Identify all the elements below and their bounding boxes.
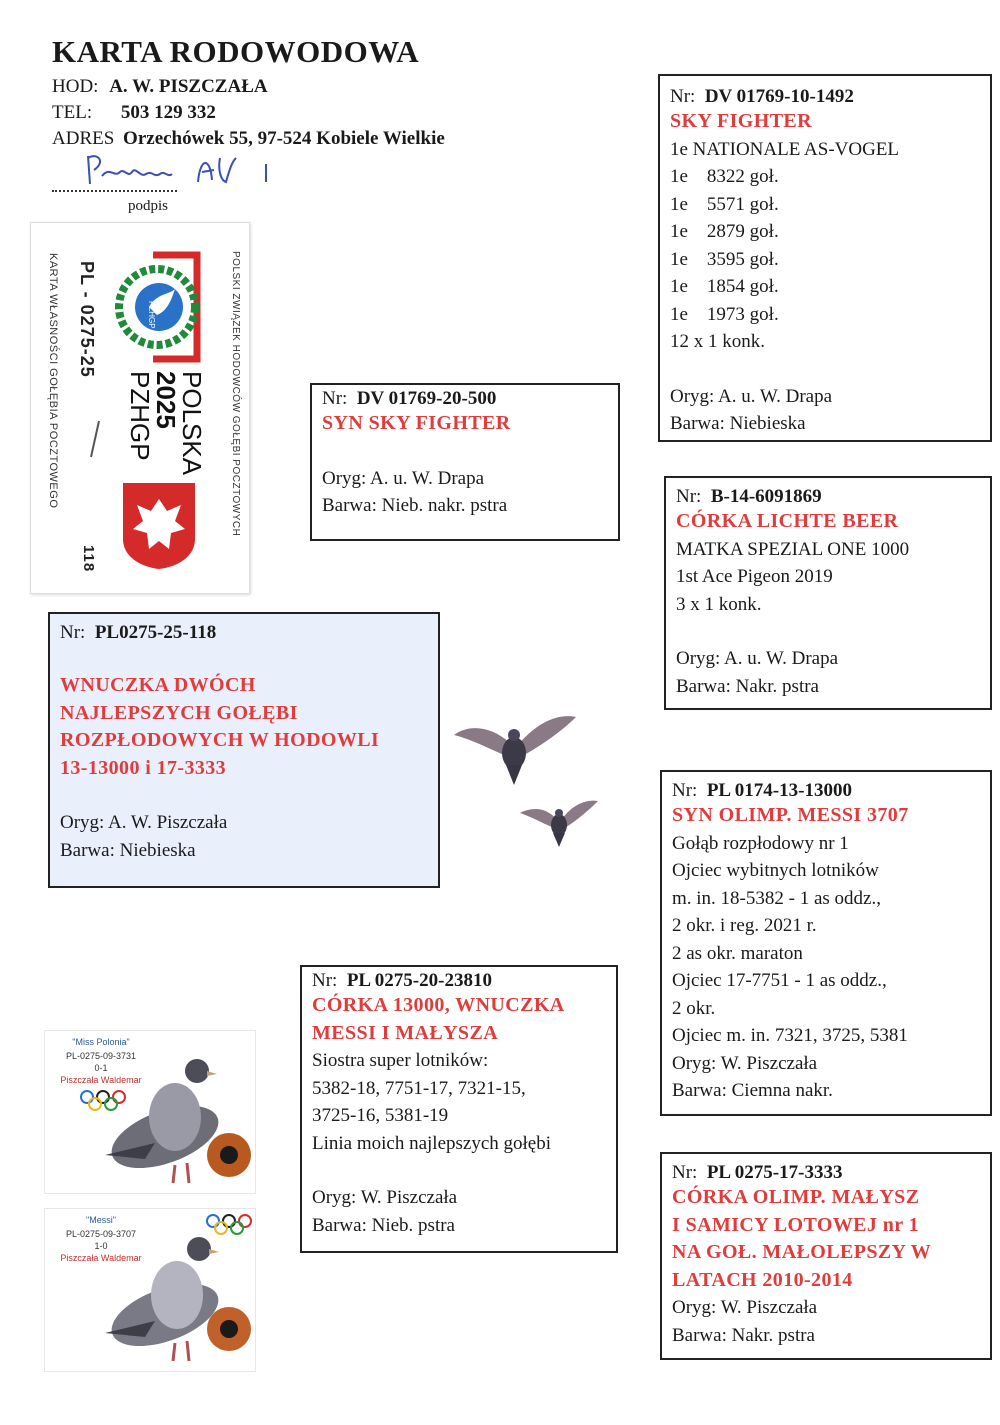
father-nr: DV 01769-20-500 (356, 388, 497, 409)
main-name-line-4: 13-13000 i 17-3333 (60, 756, 227, 779)
address-label: ADRES (52, 128, 115, 149)
gmp-name: CÓRKA LICHTE BEER (676, 510, 899, 532)
gmm-nr: PL 0275-17-3333 (706, 1162, 843, 1183)
gfp-barwa: Barwa: Niebieska (670, 413, 806, 434)
gmp-line-2: 1st Ace Pigeon 2019 (676, 566, 833, 587)
main-oryg: Oryg: A. W. Piszczała (60, 812, 228, 833)
pigeon-eye-2-icon (205, 1293, 253, 1365)
flyer2-ring: PL-0275-09-3707 (65, 1229, 137, 1239)
main-name-line-3: ROZPŁODOWYCH W HODOWLI (60, 729, 380, 751)
gm-maternal-box (660, 1152, 992, 1360)
svg-text:PZHGP: PZHGP (147, 301, 156, 329)
flyer1-ring: PL-0275-09-3731 (65, 1051, 137, 1061)
gfm-name: SYN OLIMP. MESSI 3707 (672, 804, 909, 826)
gmp-barwa: Barwa: Nakr. pstra (676, 675, 819, 697)
gfp-line-1: 1e NATIONALE AS-VOGEL (670, 138, 900, 160)
gfm-nr-label: Nr: (672, 780, 698, 801)
main-barwa: Barwa: Niebieska (60, 839, 196, 861)
gfm-line-6: Ojciec 17-7751 - 1 as oddz., (672, 970, 887, 991)
card-association: PZHGP (125, 371, 155, 461)
father-name: SYN SKY FIGHTER (322, 412, 511, 434)
mother-nr-line (312, 970, 606, 992)
flyer1-score: 0-1 (94, 1063, 108, 1073)
father-oryg: Oryg: A. u. W. Drapa (322, 467, 485, 489)
card-country: POLSKA (177, 371, 207, 476)
flyer2-score: 1-0 (94, 1241, 108, 1251)
gmm-nr-label: Nr: (672, 1162, 698, 1183)
pzhgp-logo-icon (113, 249, 207, 369)
flyer1-owner: Piszczała Waldemar (60, 1075, 142, 1085)
card-caption: KARTA WŁASNOŚCI GOŁĘBIA POCZTOWEGO (47, 253, 59, 509)
eagle-emblem-icon (119, 479, 199, 571)
gfm-nr-line (672, 780, 980, 802)
father-box (310, 383, 620, 541)
address-value: Orzechówek 55, 97-524 Kobiele Wielkie (123, 128, 445, 149)
gmm-barwa: Barwa: Nakr. pstra (672, 1324, 815, 1346)
main-nr-label: Nr: (60, 622, 86, 643)
father-nr-line (322, 388, 608, 410)
phone-line (52, 102, 216, 124)
gmp-nr: B-14-6091869 (710, 486, 822, 507)
flying-pigeon-small-icon (518, 795, 600, 847)
pigeon-flyer-1 (44, 1030, 256, 1194)
gfm-line-2: Ojciec wybitnych lotników (672, 860, 879, 881)
gmp-nr-label: Nr: (676, 486, 702, 507)
gfm-line-7: 2 okr. (672, 997, 716, 1019)
gmp-line-1: MATKA SPEZIAL ONE 1000 (676, 538, 910, 560)
gf-paternal-box (658, 74, 992, 442)
card-country-block (127, 371, 205, 491)
pigeon-flyer-2 (44, 1208, 256, 1372)
gmp-oryg: Oryg: A. u. W. Drapa (676, 648, 839, 669)
gfp-oryg: Oryg: A. u. W. Drapa (670, 385, 833, 407)
mother-info-4: Linia moich najlepszych gołębi (312, 1132, 552, 1154)
gfp-line-3: 1e 5571 goł. (670, 193, 779, 215)
gfp-line-5: 1e 3595 goł. (670, 248, 779, 270)
mother-info-3: 3725-16, 5381-19 (312, 1105, 449, 1126)
mother-barwa: Barwa: Nieb. pstra (312, 1214, 455, 1236)
gfm-nr: PL 0174-13-13000 (706, 780, 852, 801)
mother-name-line-1: CÓRKA 13000, WNUCZKA (312, 994, 565, 1016)
gfp-nr: DV 01769-10-1492 (704, 86, 854, 107)
gfp-line-2: 1e 8322 goł. (670, 166, 779, 187)
flyer2-name: "Messi" (86, 1215, 116, 1225)
gfp-nr-line (670, 86, 980, 108)
pigeon-eye-1-icon (205, 1121, 253, 1189)
gfp-nr-label: Nr: (670, 86, 696, 107)
gfm-line-8: Ojciec m. in. 7321, 3725, 5381 (672, 1025, 908, 1046)
mother-oryg: Oryg: W. Piszczała (312, 1187, 458, 1208)
main-nr-line (60, 622, 428, 644)
signature-graphic (80, 148, 280, 193)
gmm-nr-line (672, 1162, 980, 1184)
signature-label: podpis (128, 198, 169, 214)
gf-maternal-box (660, 770, 992, 1116)
ownership-card (30, 222, 250, 594)
gmm-name-line-1: CÓRKA OLIMP. MAŁYSZ (672, 1186, 920, 1208)
gmm-name-line-4: LATACH 2010-2014 (672, 1268, 853, 1291)
gmp-line-3: 3 x 1 konk. (676, 593, 762, 615)
main-bird-box (48, 612, 440, 888)
breeder-name: A. W. PISZCZAŁA (109, 76, 268, 97)
card-year: 2025 (151, 371, 181, 429)
card-serial: 118 (80, 545, 97, 573)
card-slash-mark (87, 419, 103, 459)
gmm-name-line-3: NA GOŁ. MAŁOLEPSZY W (672, 1241, 932, 1263)
gfm-line-4: 2 okr. i reg. 2021 r. (672, 915, 817, 936)
gm-paternal-box (664, 476, 992, 710)
mother-box (300, 965, 618, 1253)
main-name-line-2: NAJLEPSZYCH GOŁĘBI (60, 701, 298, 724)
page-title: KARTA RODOWODOWA (52, 34, 420, 69)
gfm-line-5: 2 as okr. maraton (672, 942, 803, 964)
breeder-line (52, 76, 268, 98)
gmm-name-line-2: I SAMICY LOTOWEJ nr 1 (672, 1213, 919, 1236)
mother-info-1: Siostra super lotników: (312, 1050, 489, 1071)
mother-nr: PL 0275-20-23810 (346, 970, 492, 991)
gfm-barwa: Barwa: Ciemna nakr. (672, 1080, 833, 1101)
card-number: PL - 0275-25 (77, 261, 97, 378)
main-nr: PL0275-25-118 (94, 622, 217, 643)
gfp-line-8: 12 x 1 konk. (670, 331, 765, 352)
flyer2-owner: Piszczała Waldemar (60, 1253, 142, 1263)
flyer1-name: "Miss Polonia" (72, 1037, 130, 1047)
flying-pigeon-icon (450, 705, 580, 787)
gfm-line-1: Gołąb rozpłodowy nr 1 (672, 832, 849, 854)
breeder-label: HOD: (52, 76, 99, 97)
gfp-name: SKY FIGHTER (670, 110, 813, 132)
mother-name-line-2: MESSI I MAŁYSZA (312, 1021, 499, 1044)
mother-info-2: 5382-18, 7751-17, 7321-15, (312, 1077, 526, 1099)
address-line (52, 128, 445, 150)
gfp-line-7: 1e 1973 goł. (670, 303, 779, 325)
phone-value: 503 129 332 (120, 102, 216, 123)
gfm-line-3: m. in. 18-5382 - 1 as oddz., (672, 887, 881, 909)
gfp-line-4: 1e 2879 goł. (670, 221, 779, 242)
card-org-text: POLSKI ZWIĄZEK HODOWCÓW GOŁĘBI POCZTOWYCH (230, 251, 241, 537)
father-nr-label: Nr: (322, 388, 348, 409)
gmp-nr-line (676, 486, 980, 508)
gfp-line-6: 1e 1854 goł. (670, 276, 779, 297)
main-name-line-1: WNUCZKA DWÓCH (60, 674, 256, 696)
phone-label: TEL: (52, 102, 93, 123)
gmm-oryg: Oryg: W. Piszczała (672, 1297, 818, 1318)
gfm-oryg: Oryg: W. Piszczała (672, 1052, 818, 1074)
mother-nr-label: Nr: (312, 970, 338, 991)
father-barwa: Barwa: Nieb. nakr. pstra (322, 495, 508, 516)
signature-line (52, 190, 177, 192)
